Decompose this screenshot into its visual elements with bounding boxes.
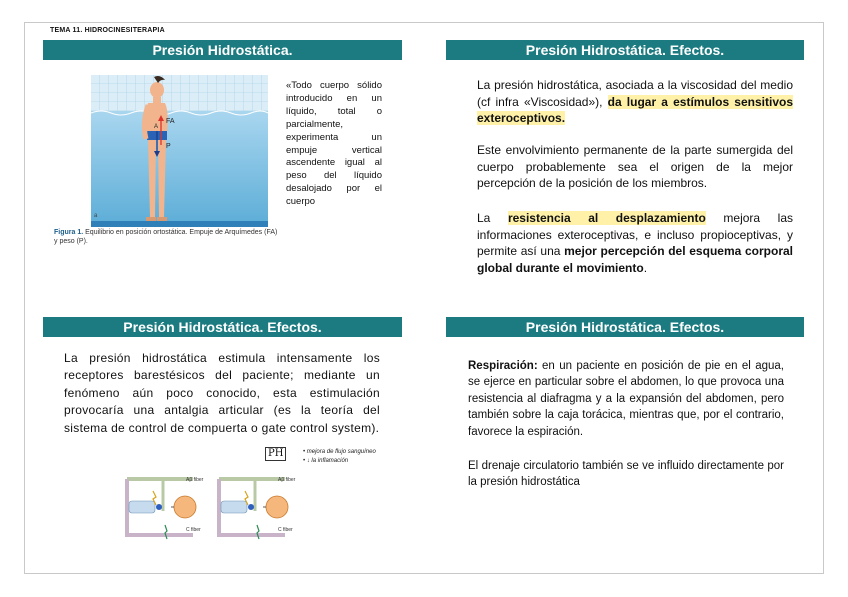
highlight-resistance: resistencia al desplazamiento	[507, 211, 706, 225]
handwritten-note	[265, 447, 395, 469]
figure-caption	[54, 228, 282, 246]
slide4-paragraph-2: El drenaje circulatorio también se ve influido directamente por la presión hidrostática	[468, 460, 784, 489]
fiber-c-label-2: C fiber	[278, 527, 293, 533]
ph-box: PH	[265, 447, 286, 461]
slide2-paragraph-1: La presión hidrostática, asociada a la viscosidad del medio (cf infra «Viscosidad»), da lugar a estímulos sensitivos exteroceptivos.	[477, 78, 793, 125]
slide1-title: Presión Hidrostática.	[43, 40, 402, 60]
slide2-title: Presión Hidrostática. Efectos.	[446, 40, 804, 60]
force-label: FA	[166, 118, 175, 125]
slide2-paragraph-3: La resistencia al desplazamiento mejora las informaciones exteroceptivas, e incluso propioceptivas, y permite así una mejor percepción del esquema corporal global durante el movimiento.	[477, 211, 794, 275]
handnote-line-2: • ↓ la inflamación	[303, 458, 349, 464]
point-label: A	[154, 124, 159, 130]
gate-control-diagram-2	[215, 473, 307, 543]
fiber-ab-label-1: Aβ fiber	[186, 477, 204, 483]
slide4-paragraph-1: Respiración: en un paciente en posición de pie en el agua, se ejerce en particular sobre el abdomen, lo que provoca una resistencia al diafragma y a la expansión del abdomen, pero también sobre la caja torácica, mientras que, por el contrario, favorece la espiración.	[468, 360, 784, 438]
weight-label: P	[166, 143, 171, 150]
respiration-label: Respiración:	[468, 360, 538, 372]
highlight-exteroceptive: da lugar a estímulos sensitivos exteroceptivos.	[477, 94, 793, 125]
slide4-title: Presión Hidrostática. Efectos.	[446, 317, 804, 337]
fiber-ab-label-2: Aβ fiber	[278, 477, 296, 483]
archimedes-quote: «Todo cuerpo sólido introducido en un líquido, total o parcialmente, experimenta un empuje vertical ascendente igual al peso del líquido desalojado por el cuerpo	[286, 80, 382, 208]
document-header: TEMA 11. HIDROCINESITERAPIA	[50, 27, 165, 34]
slide3-paragraph: La presión hidrostática estimula intensamente los receptores barestésicos del paciente; mediante un fenómeno aún poco conocido, esta estimulación provocaría una antalgia articular (es la teoría del sistema de control de compuerta o gate control system).	[64, 351, 380, 435]
slide2-paragraph-2: Este envolvimiento permanente de la parte sumergida del cuerpo probablemente sea el origen de la mejor percepción de la posición de los miembros.	[477, 143, 793, 190]
hydrostatic-figure	[91, 75, 268, 227]
fiber-c-label-1: C fiber	[186, 527, 201, 533]
slide3-title: Presión Hidrostática. Efectos.	[43, 317, 402, 337]
gate-control-diagram-1	[123, 473, 215, 543]
figure-caption-text: Equilibrio en posición ortostática. Empuje de Arquímedes (FA) y peso (P).	[54, 229, 278, 245]
handnote-line-1: • mejora de flujo sanguíneo	[303, 449, 376, 455]
figure-label: Figura 1.	[54, 229, 84, 236]
angle-label: a	[94, 213, 98, 219]
